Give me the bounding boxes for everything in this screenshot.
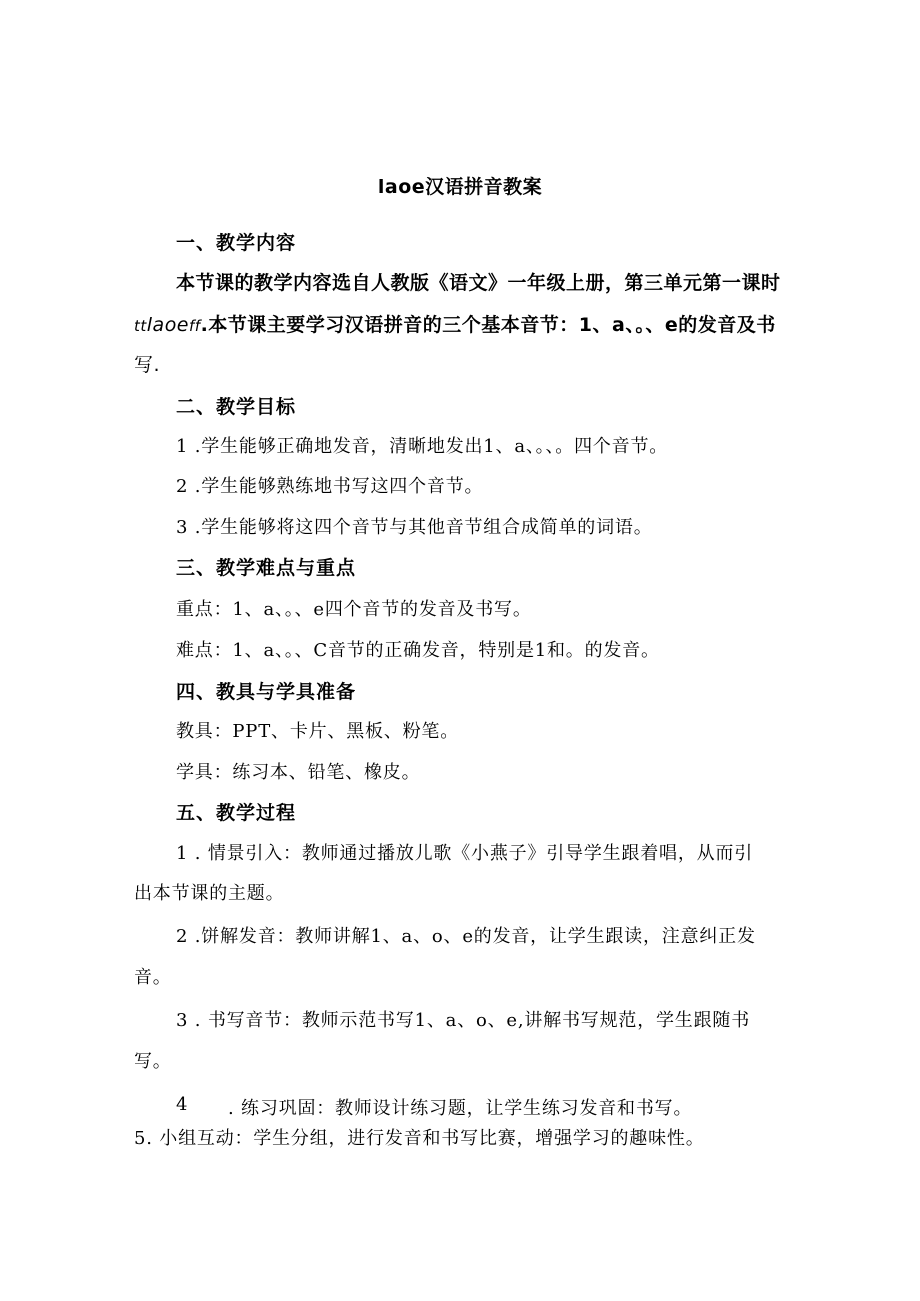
process-item-3: 3 . 书写音节：教师示范书写1、a、o、e,讲解书写规范，学生跟随书 xyxy=(176,1010,751,1031)
process-item-1: 1 . 情景引入：教师通过播放儿歌《小燕子》引导学生跟着唱，从而引 xyxy=(176,843,754,864)
laoe-italic: laoe xyxy=(146,314,190,336)
process-item-5: 5. 小组互动：学生分组，进行发音和书写比赛，增强学习的趣味性。 xyxy=(134,1128,705,1149)
quote-open: tt xyxy=(134,317,147,335)
heading-difficulty-focus: 三、教学难点与重点 xyxy=(176,557,357,579)
content-line-3: 写. xyxy=(134,354,161,376)
heading-tools: 四、教具与学具准备 xyxy=(176,681,357,703)
goal-item-1: 1 .学生能够正确地发音，清晰地发出1、a、。、。四个音节。 xyxy=(176,436,669,457)
process-item-2: 2 .饼解发音：教师讲解1、a、o、e的发音，让学生跟读，注意纠正发 xyxy=(176,926,756,947)
process-item-2-cont: 音。 xyxy=(134,967,172,988)
heading-teaching-goals: 二、教学目标 xyxy=(176,396,297,418)
content-line-2-text: .本节课主要学习汉语拼音的三个基本音节：1、a、。、e的发音及书 xyxy=(200,314,776,336)
content-line-2 xyxy=(134,310,776,337)
focus-item: 重点：1、a、。、e四个音节的发音及书写。 xyxy=(176,599,532,620)
process-item-4-number: 4 xyxy=(176,1094,189,1115)
goal-item-3: 3 .学生能够将这四个音节与其他音节组合成简单的词语。 xyxy=(176,517,653,538)
teacher-tools: 教具：PPT、卡片、黑板、粉笔。 xyxy=(176,721,460,742)
heading-teaching-process: 五、教学过程 xyxy=(176,802,297,824)
heading-teaching-content: 一、教学内容 xyxy=(176,232,297,254)
difficulty-item: 难点：1、a、。、C音节的正确发音，特别是1和。的发音。 xyxy=(176,640,660,661)
process-item-3-cont: 写。 xyxy=(134,1051,172,1072)
student-tools: 学具：练习本、铅笔、橡皮。 xyxy=(176,762,421,783)
quote-close: ff xyxy=(189,317,201,335)
process-item-4: . 练习巩固：教师设计练习题，让学生练习发音和书写。 xyxy=(228,1098,693,1119)
document-title: laoe汉语拼音教案 xyxy=(377,176,543,198)
goal-item-2: 2 .学生能够熟练地书写这四个音节。 xyxy=(176,476,484,497)
process-item-1-cont: 出本节课的主题。 xyxy=(134,883,285,904)
content-line-1: 本节课的教学内容选自人教版《语文》一年级上册，第三单元第一课时 xyxy=(176,272,781,294)
